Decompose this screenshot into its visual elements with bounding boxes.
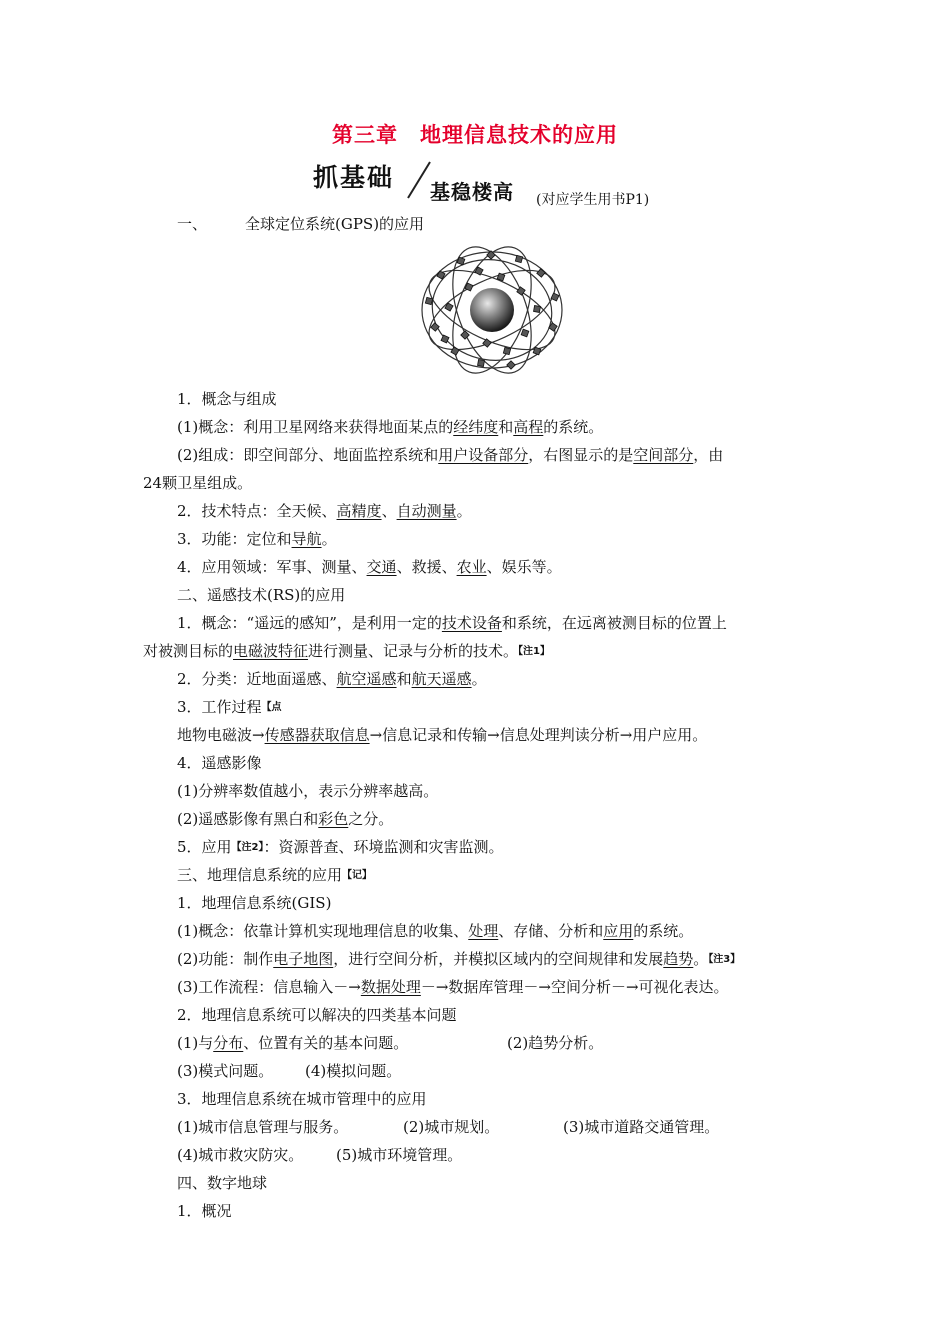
section-1-heading: 全球定位系统(GPS)的应用 — [245, 215, 425, 233]
gps-functions-text: 3．功能：定位和导航。 — [177, 530, 337, 548]
gps-features-text: 2．技术特点：全天候、高精度、自动测量。 — [177, 502, 472, 520]
rs-image-resolution-text: (1)分辨率数值越小，表示分辨率越高。 — [177, 782, 439, 800]
gis-concept-text: (1)概念：依靠计算机实现地理信息的收集、处理、存储、分析和应用的系统。 — [177, 922, 694, 940]
rs-process-heading: 3．工作过程【点 — [177, 698, 282, 716]
section-1-heading-number: 一、 — [177, 215, 208, 233]
rs-concept-text-cont: 对被测目标的电磁波特征进行测量、记录与分析的技术。【注1】 — [143, 642, 551, 660]
gps-concept-text: (1)概念：利用卫星网络来获得地面某点的经纬度和高程的系统。 — [177, 418, 604, 436]
gis-problem-2: (2)趋势分析。 — [507, 1034, 604, 1052]
note-marker: 【注2】 — [231, 842, 264, 853]
gis-city-item-3: (3)城市道路交通管理。 — [563, 1118, 720, 1136]
chapter-title: 第三章 地理信息技术的应用 — [332, 123, 618, 147]
gis-problems-heading: 2．地理信息系统可以解决的四类基本问题 — [177, 1006, 457, 1024]
rs-classification-text: 2．分类：近地面遥感、航空遥感和航天遥感。 — [177, 670, 487, 688]
gis-problem-1: (1)与分布、位置有关的基本问题。 — [177, 1034, 409, 1052]
gis-city-item-1: (1)城市信息管理与服务。 — [177, 1118, 349, 1136]
banner-left-text: 抓基础 — [313, 163, 395, 192]
gps-composition-text-cont: 24颗卫星组成。 — [143, 474, 253, 492]
banner-note: (对应学生用书P1) — [536, 192, 650, 208]
section-4-heading: 四、数字地球 — [177, 1174, 268, 1192]
gps-concept-heading: 1．概念与组成 — [177, 390, 277, 408]
gis-problem-3: (3)模式问题。 — [177, 1062, 274, 1080]
note-marker: 【点 — [261, 702, 282, 713]
gps-composition-text: (2)组成：即空间部分、地面监控系统和用户设备部分，右图显示的是空间部分，由 — [177, 446, 724, 464]
gis-workflow-text: (3)工作流程：信息输入－→数据处理－→数据库管理－→空间分析－→可视化表达。 — [177, 978, 729, 996]
rs-image-color-text: (2)遥感影像有黑白和彩色之分。 — [177, 810, 394, 828]
gps-applications-text: 4．应用领域：军事、测量、交通、救援、农业、娱乐等。 — [177, 558, 562, 576]
banner-right-text: 基稳楼高 — [430, 180, 514, 204]
section-3-heading: 三、地理信息系统的应用【记】 — [177, 866, 373, 884]
rs-image-heading: 4．遥感影像 — [177, 754, 262, 772]
digital-earth-overview-heading: 1．概况 — [177, 1202, 232, 1220]
note-marker: 【记】 — [342, 870, 373, 881]
rs-concept-text: 1．概念：“遥远的感知”，是利用一定的技术设备和系统，在远离被测目标的位置上 — [177, 614, 727, 632]
note-marker: 【注1】 — [518, 646, 551, 657]
gis-city-heading: 3．地理信息系统在城市管理中的应用 — [177, 1090, 427, 1108]
note-marker: 【注3】 — [708, 954, 741, 965]
gis-problem-4: (4)模拟问题。 — [305, 1062, 402, 1080]
gps-satellite-constellation-image — [418, 244, 566, 376]
gis-city-item-4: (4)城市救灾防灾。 — [177, 1146, 304, 1164]
gis-heading: 1．地理信息系统(GIS) — [177, 894, 332, 912]
banner-slash-divider — [404, 160, 432, 200]
section-2-heading: 二、遥感技术(RS)的应用 — [177, 586, 346, 604]
gis-city-item-5: (5)城市环境管理。 — [336, 1146, 463, 1164]
gis-city-item-2: (2)城市规划。 — [403, 1118, 500, 1136]
rs-applications-text: 5．应用【注2】：资源普查、环境监测和灾害监测。 — [177, 838, 504, 856]
gis-function-text: (2)功能：制作电子地图，进行空间分析，并模拟区域内的空间规律和发展趋势。【注3】 — [177, 950, 741, 968]
rs-process-text: 地物电磁波→传感器获取信息→信息记录和传输→信息处理判读分析→用户应用。 — [177, 726, 708, 744]
